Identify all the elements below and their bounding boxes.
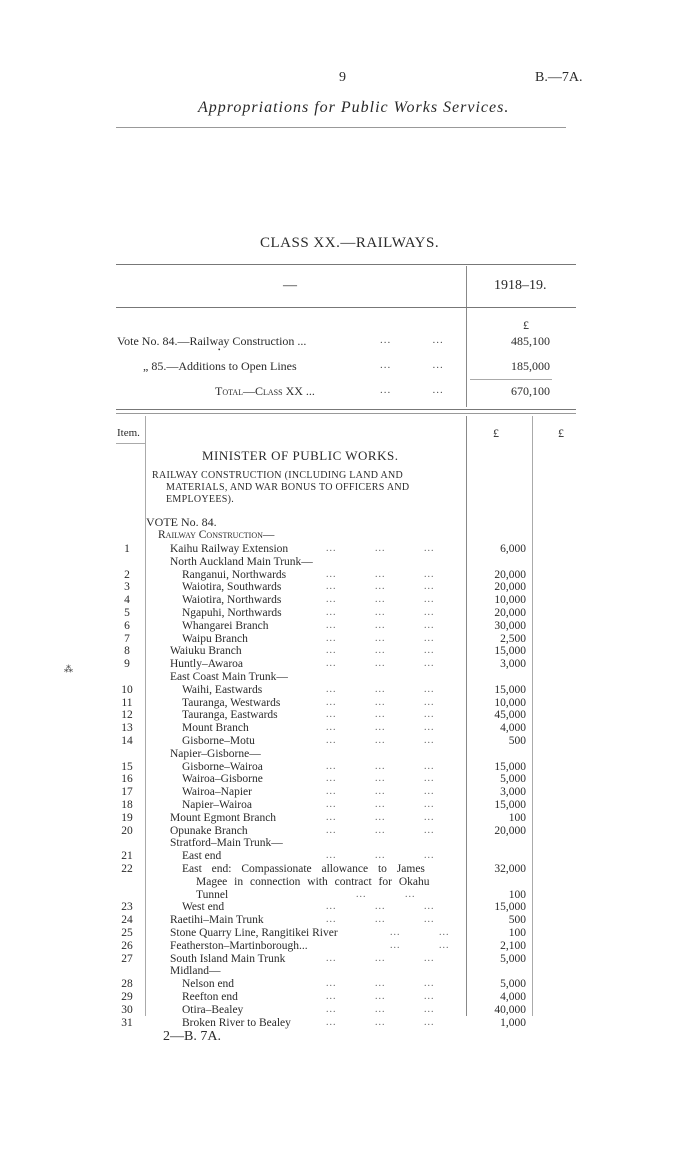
- table-row: [0, 876, 700, 889]
- leader-dots: ... ... ...: [326, 658, 435, 669]
- leader-dots: ... ... ...: [326, 581, 435, 592]
- summary-bottom-rule: [116, 409, 576, 410]
- detail-currency-2: £: [558, 426, 564, 440]
- item-amount: 20,000: [494, 607, 526, 619]
- leader-dots: ... ... ...: [326, 991, 435, 1002]
- item-number: 20: [121, 825, 133, 837]
- table-row: [0, 607, 700, 620]
- item-label: Wairoa–Napier: [182, 786, 252, 798]
- item-amount: 500: [508, 914, 526, 926]
- minister-heading: MINISTER OF PUBLIC WORKS.: [202, 448, 399, 463]
- page-title: Appropriations for Public Works Services.: [198, 99, 510, 116]
- item-number: 10: [121, 684, 133, 696]
- leader-dots: ... ... ...: [326, 645, 435, 656]
- leader-dots: ... ... ...: [326, 978, 435, 989]
- item-amount: 5,000: [500, 978, 526, 990]
- item-label: Ngapuhi, Northwards: [182, 607, 282, 619]
- summary-row-label: Vote No. 84.—Railway Construction ...: [117, 334, 307, 348]
- table-row: [0, 965, 700, 978]
- leader-dots: ... ... ...: [326, 812, 435, 823]
- item-amount: 15,000: [494, 645, 526, 657]
- leader-dots: ... ... ...: [326, 799, 435, 810]
- table-row: [0, 594, 700, 607]
- leader-dots: ... ... ...: [326, 697, 435, 708]
- leader-dots: ... ... ...: [326, 709, 435, 720]
- item-amount: 100: [508, 927, 526, 939]
- item-amount: 15,000: [494, 761, 526, 773]
- leader-dots: ... ... ...: [326, 1004, 435, 1015]
- table-row: [0, 927, 700, 940]
- item-number: 5: [124, 607, 130, 619]
- subhead-line: MATERIALS, AND WAR BONUS TO OFFICERS AND: [166, 482, 410, 493]
- summary-total-label: Total—Class XX ...: [215, 384, 315, 398]
- item-amount: 10,000: [494, 697, 526, 709]
- detail-currency-1: £: [493, 426, 499, 440]
- leader-dots: ... ...: [380, 334, 444, 346]
- item-label: Kaihu Railway Extension: [170, 543, 289, 555]
- item-number: 28: [121, 978, 133, 990]
- table-row: [0, 901, 700, 914]
- item-amount: 2,500: [500, 633, 526, 645]
- table-row: [0, 863, 700, 876]
- header-rule: [116, 127, 566, 128]
- table-row: [0, 722, 700, 735]
- leader-dots: ... ... ...: [326, 786, 435, 797]
- table-row: [0, 773, 700, 786]
- item-label: Ranganui, Northwards: [182, 569, 287, 581]
- item-number: 22: [121, 863, 133, 875]
- item-amount: 100: [508, 889, 526, 901]
- item-number: 18: [121, 799, 133, 811]
- table-row: [0, 709, 700, 722]
- item-label: Opunake Branch: [170, 825, 248, 837]
- item-label: Waiuku Branch: [170, 645, 242, 657]
- item-amount: 6,000: [500, 543, 526, 555]
- item-label: West end: [182, 901, 225, 913]
- table-row: [0, 914, 700, 927]
- class-heading: CLASS XX.—RAILWAYS.: [260, 235, 440, 251]
- item-label: Reefton end: [182, 991, 238, 1003]
- leader-dots: ... ...: [380, 384, 444, 396]
- item-label: Wairoa–Gisborne: [182, 773, 263, 785]
- item-number: 29: [121, 991, 133, 1003]
- item-label: Waiotira, Northwards: [182, 594, 282, 606]
- document-reference: B.—7A.: [535, 70, 583, 85]
- summary-total-amount: 670,100: [511, 384, 550, 398]
- item-amount: 100: [508, 812, 526, 824]
- table-row: [0, 748, 700, 761]
- table-row: [0, 1004, 700, 1017]
- item-amount: 1,000: [500, 1017, 526, 1029]
- item-number: 31: [121, 1017, 133, 1029]
- item-number: 26: [121, 940, 133, 952]
- leader-dots: ... ... ...: [326, 594, 435, 605]
- vote-subheading: Railway Construction—: [158, 529, 275, 541]
- item-label: North Auckland Main Trunk—: [170, 556, 313, 568]
- leader-dots: ... ... ...: [326, 850, 435, 861]
- item-amount: 20,000: [494, 569, 526, 581]
- item-number: 2: [124, 569, 130, 581]
- item-label: Featherston–Martinborough...: [170, 940, 308, 952]
- table-row: [0, 671, 700, 684]
- item-number: 17: [121, 786, 133, 798]
- leader-dots: ... ... ...: [326, 773, 435, 784]
- table-row: [0, 645, 700, 658]
- summary-year-header: 1918–19.: [494, 278, 547, 293]
- item-label: Mount Branch: [182, 722, 249, 734]
- item-number: 1: [124, 543, 130, 555]
- table-row: [0, 735, 700, 748]
- item-number: 30: [121, 1004, 133, 1016]
- item-amount: 20,000: [494, 825, 526, 837]
- table-row: [0, 1017, 700, 1030]
- signature-mark: 2—B. 7A.: [163, 1029, 221, 1044]
- item-label: Whangarei Branch: [182, 620, 269, 632]
- item-label: Huntly–Awaroa: [170, 658, 244, 670]
- item-label: South Island Main Trunk: [170, 953, 286, 965]
- detail-top-rule: [116, 413, 576, 414]
- leader-dots: ... ...: [356, 889, 416, 900]
- summary-header-rule: [116, 307, 576, 308]
- leader-dots: ... ...: [390, 940, 450, 951]
- leader-dots: ... ... ...: [326, 914, 435, 925]
- leader-dots: ... ...: [380, 359, 444, 371]
- item-number: 23: [121, 901, 133, 913]
- summary-top-rule: [116, 264, 576, 265]
- table-row: [0, 978, 700, 991]
- item-amount: 32,000: [494, 863, 526, 875]
- leader-dots: ... ... ...: [326, 825, 435, 836]
- item-number: 4: [124, 594, 130, 606]
- item-label: Stone Quarry Line, Rangitikei River: [170, 927, 338, 939]
- item-label: Napier–Gisborne—: [170, 748, 261, 760]
- item-number: 6: [124, 620, 130, 632]
- item-amount: 30,000: [494, 620, 526, 632]
- item-label: Tunnel: [196, 889, 229, 901]
- leader-dots: ... ... ...: [326, 1017, 435, 1028]
- leader-dots: ... ... ...: [326, 543, 435, 554]
- leader-dots: ... ... ...: [326, 633, 435, 644]
- leader-dots: ... ...: [390, 927, 450, 938]
- leader-dots: ... ... ...: [326, 761, 435, 772]
- item-number: 13: [121, 722, 133, 734]
- item-amount: 4,000: [500, 991, 526, 1003]
- summary-column-divider: [466, 266, 467, 407]
- item-label: Gisborne–Motu: [182, 735, 255, 747]
- item-amount: 4,000: [500, 722, 526, 734]
- item-label: Broken River to Bealey: [182, 1017, 291, 1029]
- leader-dots: ... ... ...: [326, 620, 435, 631]
- table-row: [0, 991, 700, 1004]
- summary-row-amount: 185,000: [511, 359, 550, 373]
- item-label: Nelson end: [182, 978, 235, 990]
- item-amount: 2,100: [500, 940, 526, 952]
- item-column-header: Item.: [117, 427, 140, 439]
- summary-currency: £: [523, 318, 529, 332]
- item-amount: 5,000: [500, 953, 526, 965]
- item-number: 14: [121, 735, 133, 747]
- table-row: [0, 786, 700, 799]
- table-row: [0, 620, 700, 633]
- item-number: 9: [124, 658, 130, 670]
- item-number: 15: [121, 761, 133, 773]
- leader-dots: ... ... ...: [326, 684, 435, 695]
- item-amount: 20,000: [494, 581, 526, 593]
- table-row: [0, 543, 700, 556]
- table-row: [0, 581, 700, 594]
- item-number: 11: [121, 697, 133, 709]
- item-amount: 15,000: [494, 901, 526, 913]
- item-number: 16: [121, 773, 133, 785]
- subhead-line: RAILWAY CONSTRUCTION (INCLUDING LAND AND: [152, 470, 404, 481]
- item-label: Tauranga, Westwards: [182, 697, 281, 709]
- item-label: Mount Egmont Branch: [170, 812, 277, 824]
- vote-heading: VOTE No. 84.: [146, 515, 217, 529]
- item-label: Napier–Wairoa: [182, 799, 252, 811]
- item-label: Raetihi–Main Trunk: [170, 914, 264, 926]
- item-number: 3: [124, 581, 130, 593]
- item-number: 25: [121, 927, 133, 939]
- leader-dots: ... ... ...: [326, 735, 435, 746]
- leader-dots: ... ... ...: [326, 722, 435, 733]
- subhead-line: EMPLOYEES).: [166, 494, 235, 505]
- item-label: Waipu Branch: [182, 633, 248, 645]
- item-label: Gisborne–Wairoa: [182, 761, 263, 773]
- item-number: 19: [121, 812, 133, 824]
- item-amount: 3,000: [500, 658, 526, 670]
- table-row: [0, 812, 700, 825]
- item-label: Tauranga, Eastwards: [182, 709, 278, 721]
- table-row: [0, 684, 700, 697]
- item-amount: 500: [508, 735, 526, 747]
- item-amount: 40,000: [494, 1004, 526, 1016]
- item-label: Otira–Bealey: [182, 1004, 244, 1016]
- item-amount: 15,000: [494, 799, 526, 811]
- table-row: [0, 658, 700, 671]
- item-amount: 3,000: [500, 786, 526, 798]
- item-label: Waiotira, Southwards: [182, 581, 282, 593]
- item-label: Waihi, Eastwards: [182, 684, 263, 696]
- item-number: 27: [121, 953, 133, 965]
- item-label: Midland—: [170, 965, 221, 977]
- item-number: 24: [121, 914, 133, 926]
- table-row: [0, 850, 700, 863]
- item-amount: 15,000: [494, 684, 526, 696]
- leader-dots: ... ... ...: [326, 607, 435, 618]
- summary-row-label: „ 85.—Additions to Open Lines: [143, 359, 297, 373]
- table-row: [0, 940, 700, 953]
- item-label: Stratford–Main Trunk—: [170, 837, 283, 849]
- item-number: 12: [121, 709, 133, 721]
- summary-total-rule: [470, 379, 552, 380]
- item-amount: 5,000: [500, 773, 526, 785]
- item-number: 21: [121, 850, 133, 862]
- table-row: [0, 799, 700, 812]
- leader-dots: ... ... ...: [326, 569, 435, 580]
- item-amount: 10,000: [494, 594, 526, 606]
- summary-dash-header: —: [283, 278, 297, 293]
- item-label: East Coast Main Trunk—: [170, 671, 288, 683]
- item-number: 8: [124, 645, 130, 657]
- item-header-rule: [116, 443, 146, 444]
- leader-dots: ... ... ...: [326, 953, 435, 964]
- table-row: [0, 837, 700, 850]
- margin-mark: ⁂: [64, 664, 73, 674]
- leader-dots: ... ... ...: [326, 901, 435, 912]
- item-label: Magee in connection with contract for Okahu: [196, 876, 430, 888]
- bullet-mark: •: [218, 346, 221, 354]
- table-row: [0, 556, 700, 569]
- page-number: 9: [339, 70, 346, 85]
- item-amount: 45,000: [494, 709, 526, 721]
- item-number: 7: [124, 633, 130, 645]
- summary-row-amount: 485,100: [511, 334, 550, 348]
- item-label: East end: Compassionate allowance to James: [182, 863, 425, 875]
- item-label: East end: [182, 850, 222, 862]
